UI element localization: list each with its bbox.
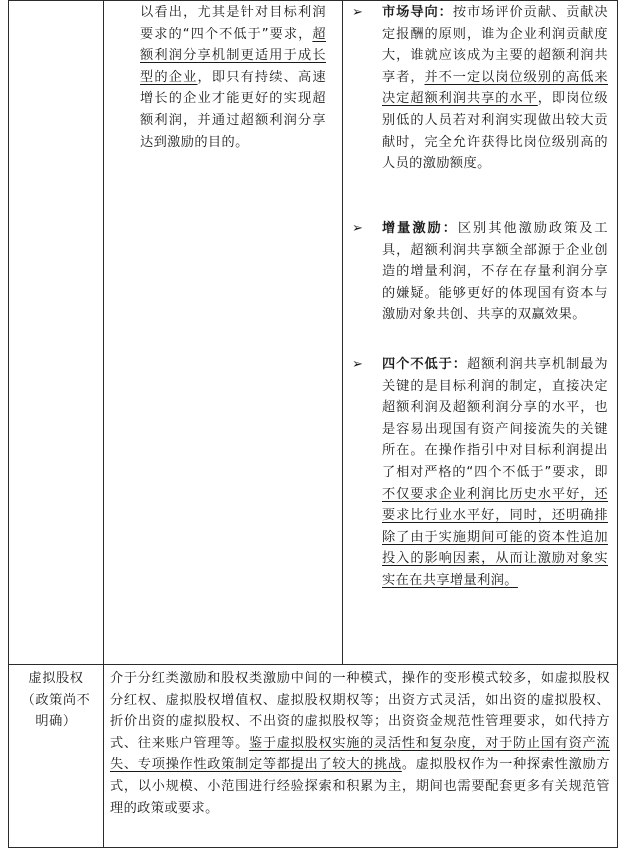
bullet-text xyxy=(382,218,608,326)
arrow-bullet-icon: ➢ xyxy=(352,221,364,236)
row-label-line: 明确） xyxy=(35,714,77,730)
row-divider xyxy=(8,664,618,665)
underlined-text: 并不一定以岗位级别的高低来决定超额利润共享的水平 xyxy=(382,69,608,107)
col-divider-1 xyxy=(103,0,104,848)
bullet-market-orientation xyxy=(352,2,608,218)
row-label-virtual-equity xyxy=(10,668,102,733)
bullet-text xyxy=(382,354,608,592)
middle-column-paragraph xyxy=(140,2,326,153)
text-segment: 以看出，尤其是针对目标利润要求的“四个不低于”要求， xyxy=(140,5,326,42)
bullet-incremental-incentive xyxy=(352,218,608,348)
virtual-equity-description xyxy=(110,668,610,819)
table-top-border xyxy=(8,0,618,1)
arrow-bullet-icon: ➢ xyxy=(352,5,364,20)
table-left-border xyxy=(8,0,9,848)
text-segment: 介于分红类激励和股权类激励中间的一种模式，操作的变形模式较多，如虚拟股权分红权、虚拟股权增值权、虚拟股权期权等；出资方式灵活，如出资的虚拟股权、折价出资的虚拟股权、不出资的虚拟股权等；出资资金规范性管理要求，如代持方式、往来账户管理等。 xyxy=(110,671,610,751)
underlined-text: 鉴于虚拟股权实施的灵活性和复杂度，对于防止国有资产流失、专项操作性政策制定等都提出了较大的挑战 xyxy=(110,735,611,773)
bullet-four-not-lower xyxy=(352,354,608,660)
bullet-title: 增量激励： xyxy=(382,221,458,236)
bullet-title: 四个不低于： xyxy=(382,357,467,372)
bullet-title: 市场导向： xyxy=(382,5,453,20)
text-segment: 超额利润共享机制最为关键的是目标利润的制定，直接决定超额利润及超额利润分享的水平，也是容易出现国有资产间接流失的关键所在。在操作指引中对目标利润提出了相对严格的“四个不低于”要求，即 xyxy=(382,357,608,480)
arrow-bullet-icon: ➢ xyxy=(352,357,364,372)
text-segment: 区别其他激励政策及工具，超额利润共享额全部源于企业创造的增量利润，不存在存量利润分享的嫌疑。能够更好的体现国有资本与激励对象共创、共享的双赢效果。 xyxy=(382,221,609,323)
text-segment: 按市场评价贡献、贡献决定报酬的原则，谁为企业利润贡献度大，谁就应该成为主要的超额利润共享者， xyxy=(382,5,609,85)
table-right-border xyxy=(617,0,618,848)
bullet-text xyxy=(382,2,608,175)
text-segment: ，即只有持续、高速增长的企业才能更好的实现超额利润，并通过超额利润分享达到激励的目的。 xyxy=(140,69,326,150)
col-divider-2-top xyxy=(342,0,343,664)
row-label-line: 虚拟股权 xyxy=(28,671,84,686)
row-label-line: （政策尚不 xyxy=(21,692,91,708)
underlined-text: 超额利润分享机制更适用于成长型的企业 xyxy=(140,26,326,85)
text-segment: 。虚拟股权作为一种探索性激励方式，以小规模、小范围进行经验探索和积累为主，期间也需要配套更多有关规范管理的政策或要求。 xyxy=(110,757,610,816)
underlined-text: 不仅要求企业利润比历史水平好，还要求比行业水平好，同时，还明确排除了由于实施期间可能的资本性追加投入的影响因素，从而让激励对象实实在在共享增量利润。 xyxy=(382,486,608,588)
text-segment: ，即岗位级别低的人员若对利润实现做出较大贡献时，完全允许获得比岗位级别高的人员的激励额度。 xyxy=(382,91,608,172)
table-bottom-border xyxy=(8,847,618,848)
